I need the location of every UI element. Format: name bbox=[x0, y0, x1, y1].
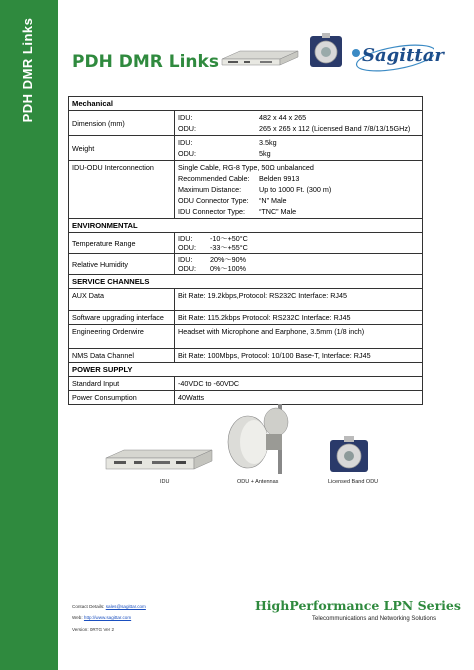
value-key: IDU: bbox=[178, 113, 193, 122]
idu-image bbox=[104, 448, 214, 472]
value-text: Up to 1000 Ft. (300 m) bbox=[259, 185, 332, 194]
row-value bbox=[175, 254, 423, 275]
row-label: IDU-ODU Interconnection bbox=[69, 161, 175, 219]
value-text: “N” Male bbox=[259, 196, 287, 205]
value-key: IDU Connector Type: bbox=[178, 207, 245, 216]
value-text: 0%～100% bbox=[210, 264, 246, 273]
value-key: ODU: bbox=[178, 264, 196, 273]
value-text: 20%～90% bbox=[210, 255, 246, 264]
value-text: -33～+55°C bbox=[210, 243, 248, 252]
section-service bbox=[69, 275, 423, 289]
value-text: Single Cable, RG-8 Type, 50Ω unbalanced bbox=[178, 163, 314, 172]
contact-label: Contact Details: bbox=[72, 604, 105, 609]
section-mechanical bbox=[69, 97, 423, 111]
row-label: Engineering Orderwire bbox=[69, 325, 175, 349]
section-header: POWER SUPPLY bbox=[69, 363, 423, 377]
value-key: ODU: bbox=[178, 124, 196, 133]
odu-header-image bbox=[307, 33, 345, 69]
section-header: SERVICE CHANNELS bbox=[69, 275, 423, 289]
idu-header-image bbox=[220, 45, 300, 67]
spec-table bbox=[68, 96, 423, 405]
value-key: IDU: bbox=[178, 138, 193, 147]
row-value bbox=[175, 233, 423, 254]
table-row bbox=[69, 161, 423, 219]
web-label: Web: bbox=[72, 615, 83, 620]
row-label: Software upgrading interface bbox=[69, 311, 175, 325]
row-value bbox=[175, 161, 423, 219]
web-line bbox=[72, 615, 131, 620]
section-power bbox=[69, 363, 423, 377]
value-text: Belden 9913 bbox=[259, 174, 300, 183]
row-label: AUX Data bbox=[69, 289, 175, 311]
section-header: ENVIRONMENTAL bbox=[69, 219, 423, 233]
row-label: Relative Humidity bbox=[69, 254, 175, 275]
value-key: ODU: bbox=[178, 243, 196, 252]
value-text: 3.5kg bbox=[259, 138, 277, 147]
section-environmental bbox=[69, 219, 423, 233]
licensed-odu-caption: Licensed Band ODU bbox=[328, 479, 379, 485]
value-key: Recommended Cable: bbox=[178, 174, 250, 183]
row-value bbox=[175, 136, 423, 161]
table-row bbox=[69, 377, 423, 391]
table-row bbox=[69, 391, 423, 405]
row-value: Bit Rate: 100Mbps, Protocol: 10/100 Base-T, Interface: RJ45 bbox=[175, 349, 423, 363]
table-row bbox=[69, 289, 423, 311]
value-key: IDU: bbox=[178, 234, 193, 243]
version-text: Version: 0RTG Ver 2 bbox=[72, 627, 115, 632]
value-key: ODU Connector Type: bbox=[178, 196, 249, 205]
row-value: Bit Rate: 19.2kbps,Protocol: RS232C Interface: RJ45 bbox=[175, 289, 423, 311]
table-row bbox=[69, 311, 423, 325]
value-key: Maximum Distance: bbox=[178, 185, 242, 194]
row-label: Weight bbox=[69, 136, 175, 161]
licensed-odu-image bbox=[326, 436, 372, 474]
value-text: -10～+50°C bbox=[210, 234, 248, 243]
value-key: ODU: bbox=[178, 149, 196, 158]
row-value: 40Watts bbox=[175, 391, 423, 405]
row-value: -40VDC to -60VDC bbox=[175, 377, 423, 391]
value-text: “TNC” Male bbox=[259, 207, 297, 216]
page-title: PDH DMR Links bbox=[72, 52, 219, 72]
row-label: Temperature Range bbox=[69, 233, 175, 254]
value-text: 482 x 44 x 265 bbox=[259, 113, 307, 122]
web-link[interactable]: http://www.sagittar.com bbox=[83, 615, 132, 620]
row-label: Standard Input bbox=[69, 377, 175, 391]
odu-antennas-caption: ODU + Antennas bbox=[237, 479, 279, 485]
value-text: 265 x 265 x 112 (Licensed Band 7/8/13/15GHz) bbox=[259, 124, 411, 133]
row-label: Power Consumption bbox=[69, 391, 175, 405]
brand-series: HighPerformance LPN Series bbox=[255, 598, 461, 613]
table-row bbox=[69, 111, 423, 136]
value-key: IDU: bbox=[178, 255, 193, 264]
tagline: Telecommunications and Networking Solutions bbox=[312, 616, 437, 622]
side-title: PDH DMR Links bbox=[20, 17, 35, 123]
idu-caption: IDU bbox=[160, 479, 170, 485]
row-label: NMS Data Channel bbox=[69, 349, 175, 363]
row-value: Bit Rate: 115.2kbps Protocol: RS232C Interface: RJ45 bbox=[175, 311, 423, 325]
logo-text: Sagittar bbox=[362, 45, 444, 66]
value-text: 5kg bbox=[259, 149, 271, 158]
section-header: Mechanical bbox=[69, 97, 423, 111]
contact-line bbox=[72, 604, 146, 609]
table-row bbox=[69, 233, 423, 254]
table-row bbox=[69, 349, 423, 363]
row-value: Headset with Microphone and Earphone, 3.5mm (1/8 inch) bbox=[175, 325, 423, 349]
table-row bbox=[69, 136, 423, 161]
contact-email-link[interactable]: sales@sagittar.com bbox=[105, 604, 146, 609]
table-row bbox=[69, 254, 423, 275]
odu-antennas-image bbox=[226, 404, 302, 474]
table-row bbox=[69, 325, 423, 349]
row-value bbox=[175, 111, 423, 136]
row-label: Dimension (mm) bbox=[69, 111, 175, 136]
